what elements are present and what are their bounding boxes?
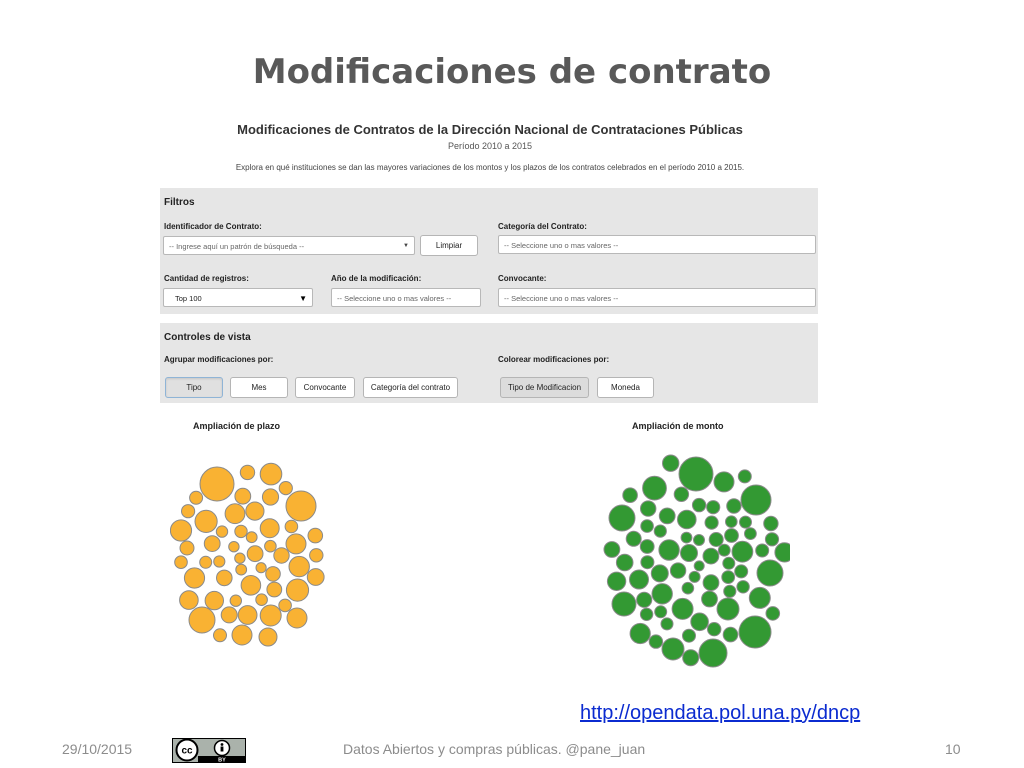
bubble [232, 625, 252, 645]
bubble [702, 591, 718, 607]
bubble [766, 607, 780, 621]
bubble [225, 504, 245, 524]
bubble [652, 584, 672, 604]
bubble [190, 491, 203, 504]
bubble [604, 542, 620, 558]
bubble [279, 482, 292, 495]
bubble [256, 563, 266, 573]
chart-title-monto: Ampliación de monto [632, 421, 724, 431]
bubble [723, 557, 735, 569]
bubble [246, 532, 257, 543]
chevron-down-icon: ▼ [403, 243, 409, 249]
bubble [286, 534, 306, 554]
bubble [694, 535, 705, 546]
bubble [235, 488, 251, 504]
bubble [204, 536, 220, 552]
bubble [238, 606, 257, 625]
bubble [235, 553, 245, 563]
bubble [679, 457, 713, 491]
category-label: Categoría del Contrato: [498, 222, 587, 231]
color-button-moneda[interactable]: Moneda [597, 377, 654, 398]
bubble [260, 605, 281, 626]
group-button-convocante[interactable]: Convocante [295, 377, 355, 398]
bubble [626, 531, 641, 546]
bubble [722, 571, 735, 584]
year-select[interactable] [331, 288, 481, 307]
bubble [725, 529, 739, 543]
bubble [756, 544, 769, 557]
bubble [738, 470, 751, 483]
chevron-down-icon: ▼ [299, 294, 307, 303]
contract-id-placeholder: -- Ingrese aquí un patrón de búsqueda -- [169, 242, 305, 251]
bubble [709, 533, 723, 547]
bubble [175, 556, 188, 569]
bubble [279, 599, 292, 612]
bubble [236, 564, 247, 575]
bubble [745, 528, 757, 540]
bubble [757, 560, 783, 586]
bubble [274, 548, 289, 563]
app-title: Modificaciones de Contratos de la Dirección Nacional de Contrataciones Públicas [237, 122, 743, 137]
bubble [637, 592, 652, 607]
convocante-label: Convocante: [498, 274, 547, 283]
bubble [623, 488, 638, 503]
bubble [182, 505, 195, 518]
app-period: Período 2010 a 2015 [447, 141, 533, 151]
group-button-tipo[interactable]: Tipo [165, 377, 223, 398]
bubble [641, 556, 654, 569]
bubble [699, 639, 727, 667]
bubble [694, 561, 704, 571]
bubble [616, 554, 633, 571]
convocante-select[interactable] [498, 288, 816, 307]
bubble [214, 629, 227, 642]
bubble [643, 476, 667, 500]
bubble [259, 628, 277, 646]
bubble [651, 565, 668, 582]
bubble [240, 465, 254, 479]
bubble [691, 613, 709, 631]
source-link[interactable]: http://opendata.pol.una.py/dncp [580, 702, 861, 724]
bubble [205, 591, 223, 609]
bubble [708, 623, 721, 636]
svg-text:cc: cc [181, 745, 193, 757]
bubble [266, 567, 281, 582]
app-description: Explora en qué instituciones se dan las mayores variaciones de los montos y los plazos de los contratos celebrados en el período 2010 a 2015. [235, 163, 745, 172]
group-button-categoria[interactable]: Categoría del contrato [363, 377, 458, 398]
bubble [723, 627, 738, 642]
category-placeholder: -- Seleccione uno o mas valores -- [504, 241, 619, 250]
bubble [683, 650, 699, 666]
bubble [184, 568, 204, 588]
svg-text:BY: BY [218, 757, 226, 763]
filters-title: Filtros [164, 197, 195, 208]
bubble [655, 606, 667, 618]
bubble [180, 541, 194, 555]
bubble [230, 595, 241, 606]
year-placeholder: -- Seleccione uno o mas valores -- [337, 294, 452, 303]
bubble [764, 516, 778, 530]
contract-id-label: Identificador de Contrato: [164, 222, 262, 231]
bubble [285, 520, 298, 533]
bubble [705, 516, 718, 529]
slide-title: Modificaciones de contrato [252, 52, 772, 92]
bubble [689, 571, 700, 582]
footer-date: 29/10/2015 [62, 741, 133, 757]
bubble [612, 592, 636, 616]
clear-button[interactable]: Limpiar [420, 235, 478, 256]
bubble [310, 549, 323, 562]
bubble [735, 565, 748, 578]
bubble [262, 489, 278, 505]
footer-center-text: Datos Abiertos y compras públicas. @pane_juan [343, 741, 646, 757]
bubble [235, 525, 247, 537]
contract-id-select[interactable] [163, 236, 415, 255]
bubble [749, 587, 770, 608]
records-label: Cantidad de registros: [164, 274, 249, 283]
bubble [289, 556, 309, 576]
bubble [727, 499, 741, 513]
page-number: 10 [945, 741, 961, 757]
bubble [737, 581, 749, 593]
bubble [740, 516, 752, 528]
bubble [692, 498, 705, 511]
bubble [739, 616, 771, 648]
bubble [170, 520, 191, 541]
bubble [718, 544, 730, 556]
records-value: Top 100 [175, 294, 202, 303]
bubble [641, 501, 656, 516]
bubble [260, 519, 279, 538]
bubble [717, 598, 739, 620]
bubble [641, 520, 654, 533]
bubble [681, 545, 698, 562]
bubble [703, 548, 719, 564]
bubble [703, 575, 719, 591]
bubble [654, 525, 666, 537]
bubble [267, 582, 282, 597]
bubble [265, 540, 277, 552]
bubble [681, 532, 692, 543]
bubble [221, 607, 237, 623]
color-label: Colorear modificaciones por: [498, 355, 610, 364]
bubble [180, 591, 199, 610]
bubble [260, 463, 282, 485]
category-select[interactable] [498, 235, 816, 254]
bubble [308, 528, 323, 543]
year-label: Año de la modificación: [331, 274, 422, 283]
bubble [670, 563, 685, 578]
bubble [630, 623, 650, 643]
bubble [661, 618, 673, 630]
bubble [286, 579, 308, 601]
app-screenshot [160, 118, 820, 392]
bubble [640, 540, 654, 554]
bubble [241, 576, 261, 596]
bubble [286, 491, 316, 521]
bubble [682, 582, 694, 594]
bubble-cluster-plazo [170, 455, 330, 655]
convocante-placeholder: -- Seleccione uno o mas valores -- [504, 294, 619, 303]
bubble [649, 635, 662, 648]
bubble [714, 472, 734, 492]
bubble [724, 585, 736, 597]
color-button-tipo-modificacion[interactable]: Tipo de Modificacion [500, 377, 589, 398]
bubble [256, 594, 268, 606]
bubble [189, 607, 215, 633]
bubble [214, 556, 225, 567]
bubble [246, 502, 264, 520]
view-controls-title: Controles de vista [164, 332, 251, 343]
bubble [707, 501, 720, 514]
bubble [683, 629, 696, 642]
view-controls-panel [160, 323, 818, 403]
group-label: Agrupar modificaciones por: [164, 355, 274, 364]
bubble [662, 638, 684, 660]
bubble [229, 542, 239, 552]
bubble [195, 510, 217, 532]
bubble [307, 569, 324, 586]
bubble [726, 516, 738, 528]
bubble [200, 467, 234, 501]
bubble [287, 608, 307, 628]
cc-by-icon [172, 738, 246, 763]
bubble [741, 485, 771, 515]
bubble [609, 505, 635, 531]
bubble [775, 543, 790, 562]
bubble [672, 598, 693, 619]
bubble [663, 455, 679, 471]
filters-panel [160, 188, 818, 314]
bubble [217, 570, 233, 586]
bubble [216, 526, 227, 537]
bubble [674, 487, 688, 501]
records-select[interactable] [163, 288, 313, 307]
chart-title-plazo: Ampliación de plazo [193, 421, 281, 431]
bubble [659, 508, 675, 524]
bubble [200, 556, 212, 568]
bubble [247, 546, 263, 562]
bubble [732, 541, 753, 562]
group-button-mes[interactable]: Mes [230, 377, 288, 398]
bubble [640, 608, 652, 620]
bubble-cluster-monto [600, 452, 790, 672]
bubble [678, 510, 697, 529]
bubble [630, 570, 649, 589]
bubble [607, 572, 625, 590]
bubble [659, 540, 679, 560]
bubble [765, 533, 778, 546]
